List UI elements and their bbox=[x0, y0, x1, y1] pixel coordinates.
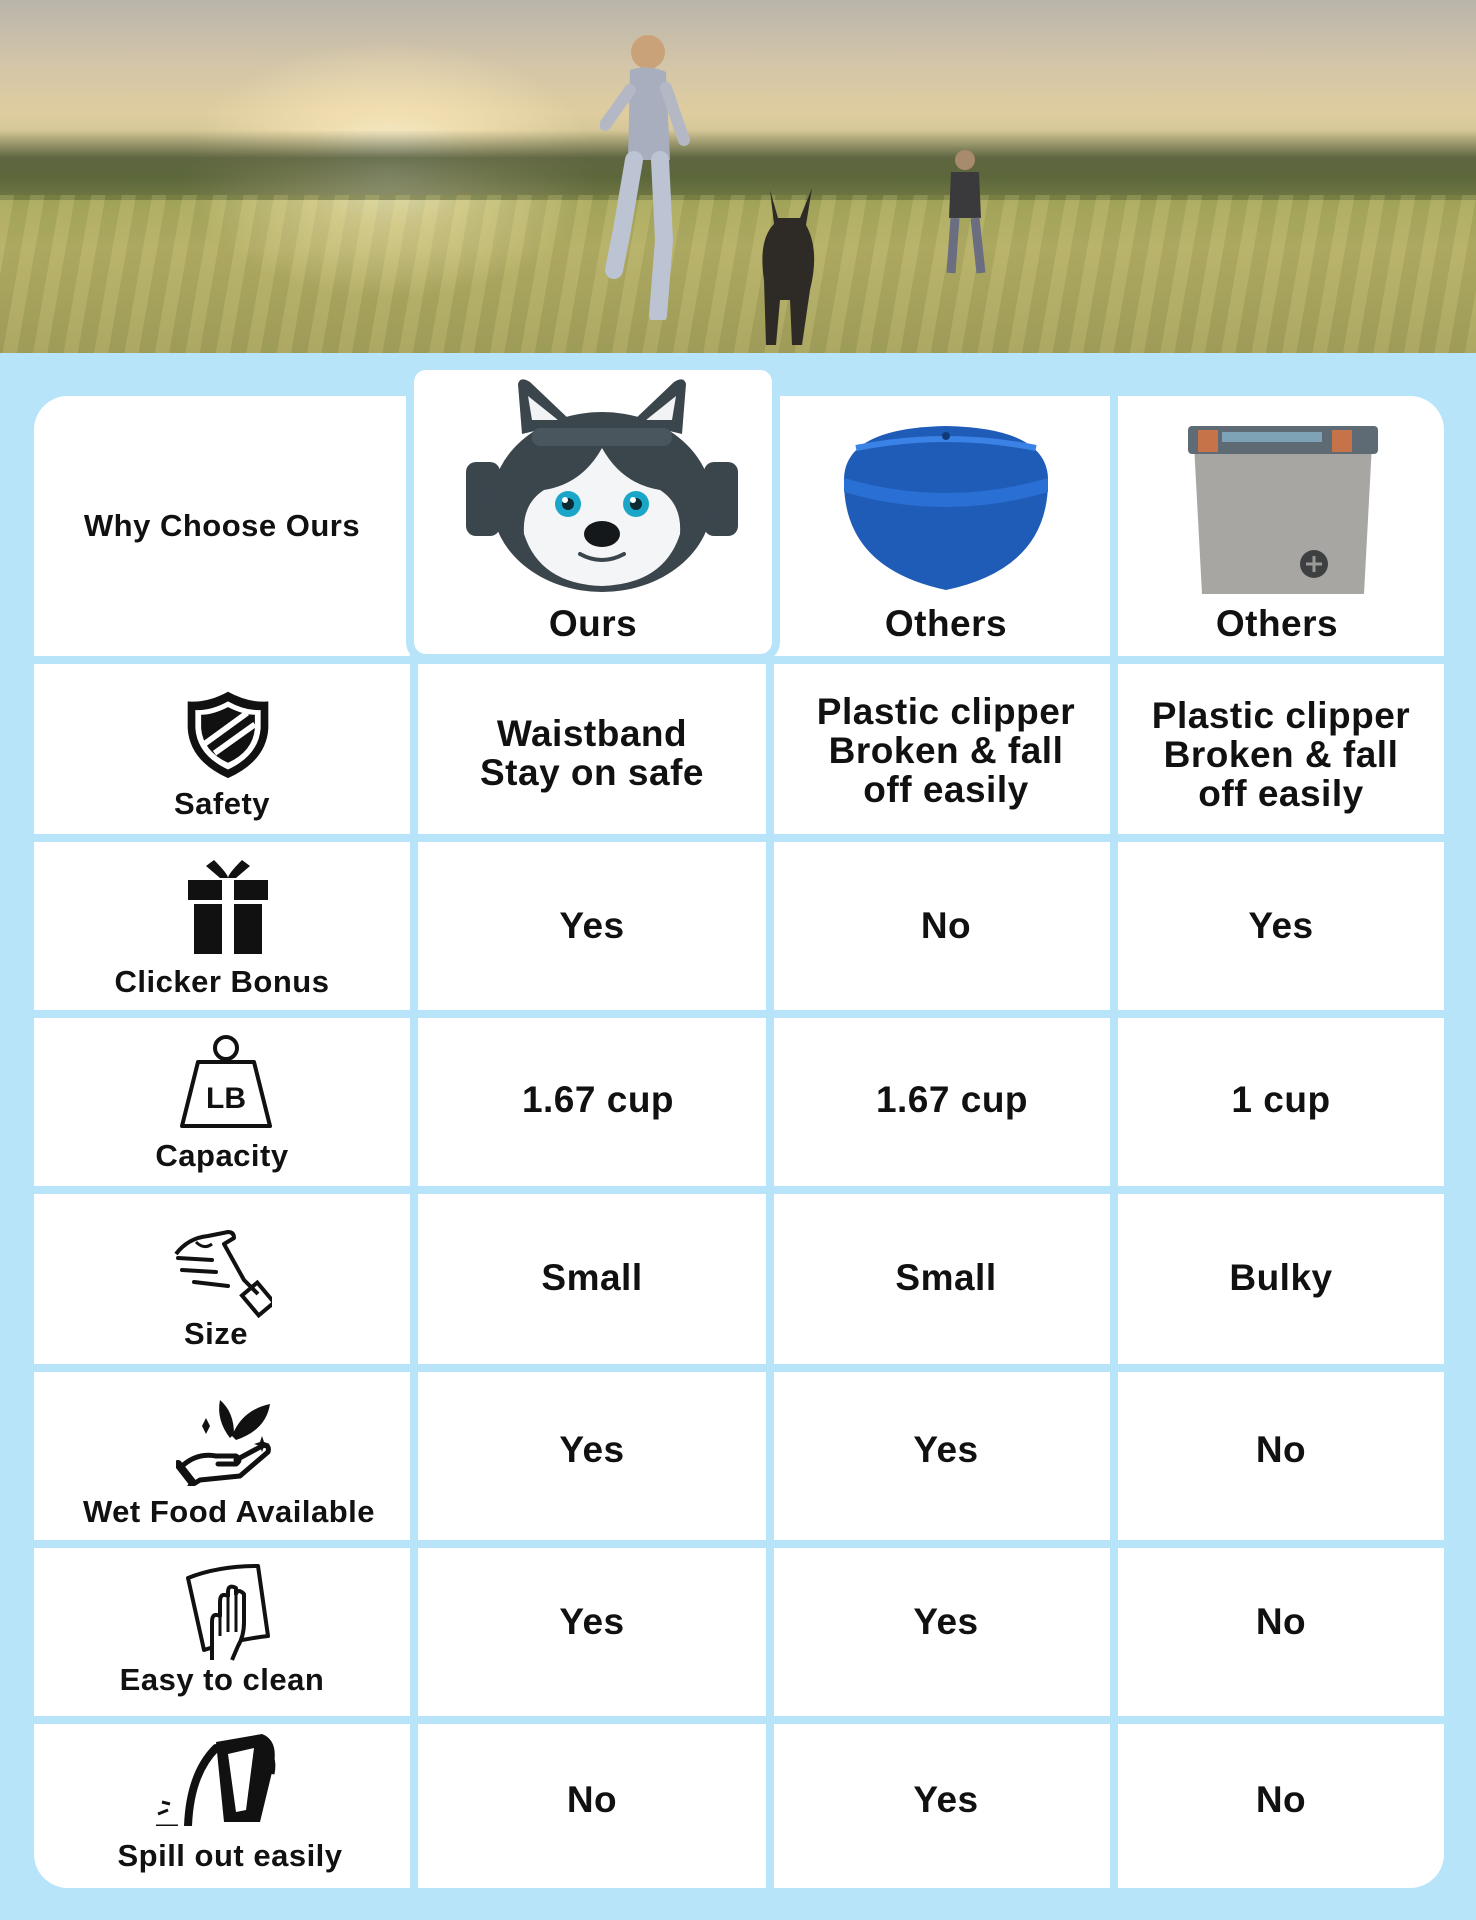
value-others1-capacity: 1.67 cup bbox=[875, 1079, 1029, 1120]
row-divider bbox=[34, 834, 1444, 842]
value-others2-spill-out: No bbox=[1255, 1779, 1307, 1820]
shield-icon bbox=[180, 686, 276, 782]
value-line: Broken & fall bbox=[828, 730, 1064, 771]
row-divider bbox=[34, 1540, 1444, 1548]
hero-photo bbox=[0, 0, 1476, 353]
blue-silicone-pouch-image bbox=[836, 418, 1056, 594]
value-line: off easily bbox=[863, 769, 1029, 810]
weight-lb-icon bbox=[176, 1034, 276, 1132]
row-label-clicker-bonus: Clicker Bonus bbox=[114, 964, 330, 999]
hand-leaf-icon bbox=[176, 1390, 276, 1486]
value-ours-spill-out: No bbox=[566, 1779, 618, 1820]
value-others2-easy-to-clean: No bbox=[1255, 1601, 1307, 1642]
value-others1-easy-to-clean: Yes bbox=[913, 1601, 979, 1642]
row-label-size: Size bbox=[183, 1316, 249, 1351]
value-others2-size: Bulky bbox=[1229, 1257, 1333, 1298]
column-header-others: Others bbox=[1215, 603, 1339, 644]
svg-text:LB: LB bbox=[206, 1082, 246, 1115]
pinch-hand-icon bbox=[168, 1224, 272, 1318]
row-label-easy-to-clean: Easy to clean bbox=[119, 1662, 325, 1697]
pouring-pitcher-icon bbox=[154, 1734, 282, 1826]
value-others2-capacity: 1 cup bbox=[1231, 1079, 1331, 1120]
value-line: Plastic clipper bbox=[816, 691, 1076, 732]
row-divider bbox=[34, 1716, 1444, 1724]
value-line: Plastic clipper bbox=[1151, 695, 1411, 736]
value-others1-size: Small bbox=[895, 1257, 997, 1298]
value-ours-easy-to-clean: Yes bbox=[559, 1601, 625, 1642]
running-girl-figure bbox=[600, 30, 690, 320]
value-others1-spill-out: Yes bbox=[913, 1779, 979, 1820]
column-header-ours: Ours bbox=[548, 603, 638, 644]
value-others2-wet-food: No bbox=[1255, 1429, 1307, 1470]
value-ours-size: Small bbox=[541, 1257, 643, 1298]
row-divider bbox=[34, 1010, 1444, 1018]
value-others2-safety bbox=[1118, 696, 1444, 813]
grey-fabric-pouch-image bbox=[1182, 418, 1382, 598]
grass-field bbox=[0, 195, 1476, 353]
gift-icon bbox=[184, 856, 272, 956]
treeline bbox=[0, 130, 1476, 200]
dog-figure bbox=[740, 180, 840, 350]
row-label-capacity: Capacity bbox=[155, 1138, 289, 1173]
header-label-cell bbox=[34, 396, 410, 656]
column-header-others: Others bbox=[884, 603, 1008, 644]
value-line: Stay on safe bbox=[480, 752, 704, 793]
running-boy-figure bbox=[935, 148, 995, 278]
value-others1-clicker-bonus: No bbox=[920, 905, 972, 946]
value-ours-clicker-bonus: Yes bbox=[559, 905, 625, 946]
value-others1-wet-food: Yes bbox=[913, 1429, 979, 1470]
value-others2-clicker-bonus: Yes bbox=[1248, 905, 1314, 946]
row-divider bbox=[34, 1364, 1444, 1372]
wipe-cloth-icon bbox=[182, 1562, 270, 1662]
husky-treat-pouch-image bbox=[462, 374, 742, 594]
why-choose-ours-label: Why Choose Ours bbox=[83, 508, 361, 543]
row-label-spill-out-easily: Spill out easily bbox=[117, 1838, 343, 1873]
row-divider bbox=[34, 1186, 1444, 1194]
value-line: Waistband bbox=[496, 713, 688, 754]
value-line: off easily bbox=[1198, 773, 1364, 814]
value-ours-safety bbox=[418, 714, 766, 792]
row-label-wet-food-available: Wet Food Available bbox=[82, 1494, 376, 1529]
row-label-safety: Safety bbox=[173, 786, 271, 821]
value-line: Broken & fall bbox=[1163, 734, 1399, 775]
value-ours-capacity: 1.67 cup bbox=[521, 1079, 675, 1120]
value-others1-safety bbox=[774, 692, 1118, 809]
value-ours-wet-food: Yes bbox=[559, 1429, 625, 1470]
